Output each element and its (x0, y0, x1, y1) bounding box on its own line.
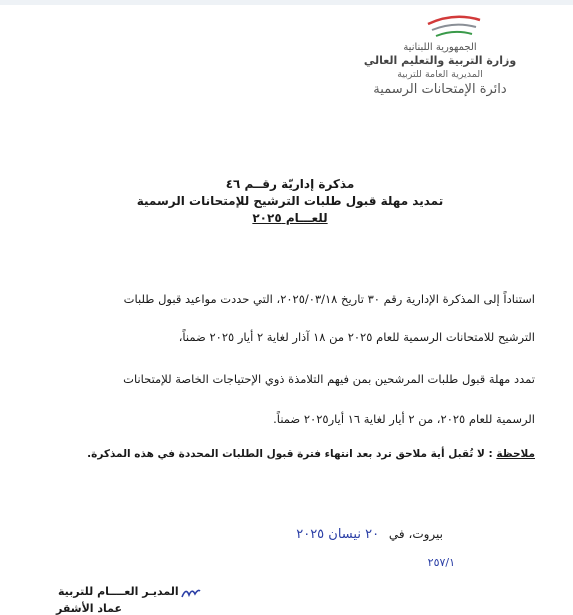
letterhead-directorate: المديرية العامة للتربية (397, 69, 483, 80)
reference-number: ٢٥٧/١ (427, 556, 455, 569)
ministry-logo-icon (422, 10, 486, 40)
body-paragraph-2: الترشيح للامتحانات الرسمية للعام ٢٠٢٥ من ١٨ آذار لغاية ٢ أيار ٢٠٢٥ ضمناً، (178, 330, 535, 344)
letterhead-ministry: وزارة التربية والتعليم العالي (363, 54, 517, 67)
memo-number: مذكرة إداريّة رقــم ٤٦ (225, 177, 355, 191)
body-paragraph-1: استناداً إلى المذكرة الإدارية رقم ٣٠ تاريخ ٢٠٢٥/٠٣/١٨، التي حددت مواعيد قبول طلبات (123, 292, 535, 306)
dateline (296, 527, 443, 542)
note-label: ملاحظة (496, 448, 535, 460)
top-bar (0, 0, 573, 5)
note (87, 448, 535, 460)
body-paragraph-3: تمدد مهلة قبول طلبات المرشحين بمن فيهم التلامذة ذوي الإحتياجات الخاصة للإمتحانات (123, 372, 535, 386)
memo-subject: تمديد مهلة قبول طلبات الترشيح للإمتحانات الرسمية (136, 194, 444, 208)
signature-mark-icon (180, 585, 202, 601)
signature-name: عماد الأشقر (56, 602, 123, 615)
signature-title: المديـر العــــام للتربية (58, 585, 179, 598)
letterhead-republic: الجمهورية اللبنانية (403, 42, 477, 53)
note-text: : لا تُقبل أية ملاحق ترد بعد انتهاء فترة قبول الطلبات المحددة في هذه المذكرة. (87, 448, 497, 460)
memo-year: للعـــام ٢٠٢٥ (252, 211, 328, 225)
body-paragraph-4: الرسمية للعام ٢٠٢٥، من ٢ أيار لغاية ١٦ أيار٢٠٢٥ ضمناً. (273, 412, 535, 426)
letterhead-department: دائرة الإمتحانات الرسمية (373, 82, 507, 97)
date-place: بيروت، في (388, 527, 443, 541)
date-handwritten: ٢٠ نيسان ٢٠٢٥ (296, 527, 380, 542)
